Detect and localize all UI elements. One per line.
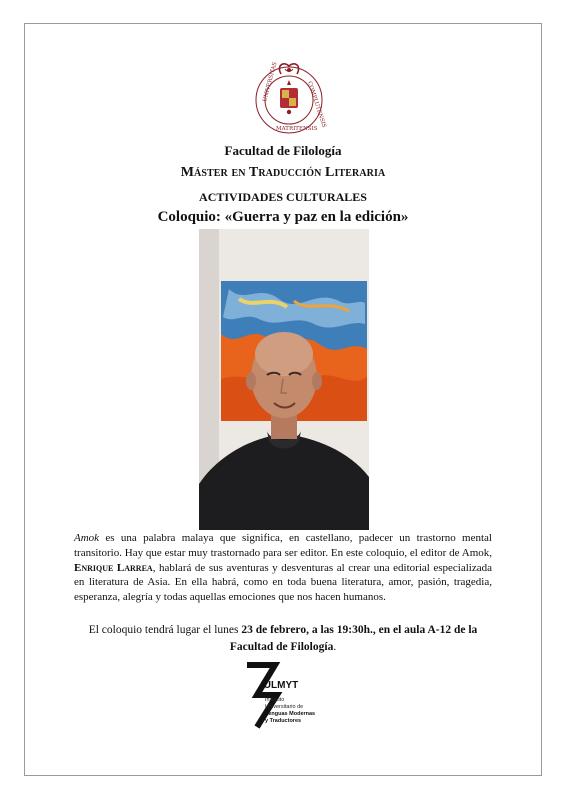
description-part-1: es una palabra malaya que significa, en castellano, padecer un trastorno mental transitorio. Hay que estar muy trastornado para ser editor. En este coloquio, el editor de Amok, <box>74 532 492 559</box>
description-part-2: , hablará de sus aventuras y desventuras al crear una editorial especializada en literatura de Asia. En ella habrá, como en toda buena literatura, amor, pasión, tragedia, esperanza, alegría y todas aquellas emociones que nos hacen humanos. <box>74 561 492 604</box>
logo-line-1: Instituto <box>265 697 285 703</box>
event-date-place: 23 de febrero, a las 19:30h., en el aula A-12 de la Facultad de Filología <box>229 624 478 653</box>
section-heading: ACTIVIDADES CULTURALES <box>199 190 367 204</box>
institute-logo <box>243 655 327 742</box>
speaker-photo <box>199 229 369 530</box>
svg-text:UNIVERSITAS: UNIVERSITAS <box>262 61 279 103</box>
master-program-title: Máster en Traducción Literaria <box>180 165 386 180</box>
logo-line-3: Lenguas Modernas <box>265 711 316 717</box>
faculty-name: Facultad de Filología <box>224 143 342 158</box>
event-description <box>74 531 492 605</box>
event-details <box>70 622 496 656</box>
lead-word: Amok <box>74 532 100 544</box>
event-end: . <box>333 641 337 653</box>
logo-acronym: IULMYT <box>261 680 299 691</box>
university-seal-icon <box>254 60 327 136</box>
svg-text:MATRITENSIS: MATRITENSIS <box>276 126 318 132</box>
event-title: Coloquio: «Guerra y paz en la edición» <box>157 209 409 225</box>
event-intro: El coloquio tendrá lugar el lunes <box>88 624 242 636</box>
logo-line-4: y Traductores <box>265 718 302 724</box>
logo-line-2: Universitario de <box>265 704 304 710</box>
svg-text:COMPLUTENSIS: COMPLUTENSIS <box>306 80 327 129</box>
speaker-name: Enrique Larrea <box>74 561 153 574</box>
